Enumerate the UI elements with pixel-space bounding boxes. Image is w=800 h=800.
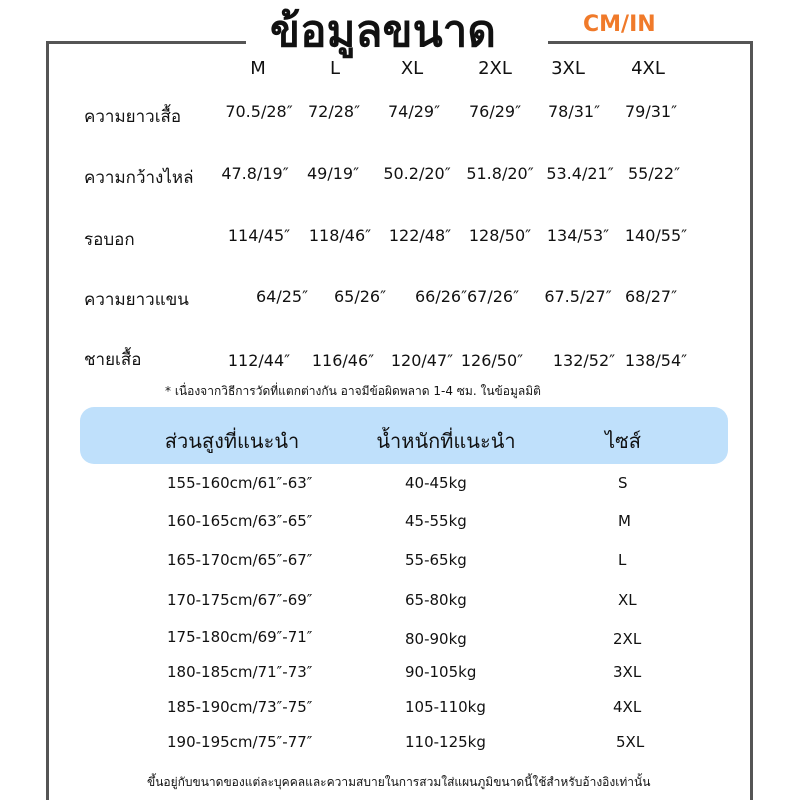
rec-weight: 45-55kg bbox=[405, 512, 467, 530]
cell: 67/26″ bbox=[466, 287, 520, 306]
rec-weight: 80-90kg bbox=[405, 630, 467, 648]
row-label-hem: ชายเสื้อ bbox=[84, 350, 142, 370]
rec-height: 185-190cm/73″-75″ bbox=[167, 698, 313, 716]
cell: 67.5/27″ bbox=[544, 287, 612, 306]
unit-label: CM/IN bbox=[583, 12, 656, 37]
size-header-m: M bbox=[250, 58, 266, 79]
cell: 126/50″ bbox=[460, 351, 524, 370]
rec-weight: 90-105kg bbox=[405, 663, 477, 681]
cell: 49/19″ bbox=[306, 164, 360, 183]
rec-height: 180-185cm/71″-73″ bbox=[167, 663, 313, 681]
cell: 78/31″ bbox=[547, 102, 601, 121]
rec-height: 175-180cm/69″-71″ bbox=[167, 628, 313, 646]
cell: 55/22″ bbox=[627, 164, 681, 183]
cell: 128/50″ bbox=[468, 226, 532, 245]
cell: 53.4/21″ bbox=[546, 164, 614, 183]
rec-height: 165-170cm/65″-67″ bbox=[167, 551, 313, 569]
cell: 79/31″ bbox=[624, 102, 678, 121]
rec-weight: 65-80kg bbox=[405, 591, 467, 609]
rec-weight: 40-45kg bbox=[405, 474, 467, 492]
rec-size: 5XL bbox=[616, 733, 645, 751]
rec-weight: 105-110kg bbox=[405, 698, 486, 716]
rec-height: 190-195cm/75″-77″ bbox=[167, 733, 313, 751]
cell: 51.8/20″ bbox=[466, 164, 534, 183]
cell: 116/46″ bbox=[311, 351, 375, 370]
cell: 70.5/28″ bbox=[225, 102, 293, 121]
size-header-2xl: 2XL bbox=[478, 58, 512, 79]
rec-size: 2XL bbox=[613, 630, 642, 648]
cell: 65/26″ bbox=[333, 287, 387, 306]
header-weight: น้ำหนักที่แนะนำ bbox=[376, 429, 516, 453]
cell: 134/53″ bbox=[546, 226, 610, 245]
cell: 76/29″ bbox=[468, 102, 522, 121]
size-header-3xl: 3XL bbox=[551, 58, 585, 79]
rec-weight: 55-65kg bbox=[405, 551, 467, 569]
rec-size: 4XL bbox=[613, 698, 642, 716]
rec-size: 3XL bbox=[613, 663, 642, 681]
measurement-note: * เนื่องจากวิธีการวัดที่แตกต่างกัน อาจมีข้อผิดพลาด 1-4 ซม. ในข้อมูลมิติ bbox=[165, 384, 541, 398]
rec-size: L bbox=[618, 551, 627, 569]
size-header-xl: XL bbox=[400, 58, 424, 79]
row-label-sleeve: ความยาวแขน bbox=[84, 290, 189, 310]
row-label-chest: รอบอก bbox=[84, 230, 135, 250]
rec-size: XL bbox=[618, 591, 637, 609]
frame-top-left bbox=[46, 41, 246, 44]
frame-top-right bbox=[548, 41, 753, 44]
rec-height: 155-160cm/61″-63″ bbox=[167, 474, 313, 492]
cell: 50.2/20″ bbox=[383, 164, 451, 183]
cell: 47.8/19″ bbox=[221, 164, 289, 183]
rec-weight: 110-125kg bbox=[405, 733, 486, 751]
rec-height: 170-175cm/67″-69″ bbox=[167, 591, 313, 609]
cell: 64/25″ bbox=[255, 287, 309, 306]
cell: 118/46″ bbox=[308, 226, 372, 245]
frame-left bbox=[46, 41, 49, 800]
rec-size: S bbox=[618, 474, 628, 492]
cell: 66/26″ bbox=[414, 287, 468, 306]
row-label-shoulder: ความกว้างไหล่ bbox=[84, 168, 194, 188]
cell: 120/47″ bbox=[390, 351, 454, 370]
cell: 138/54″ bbox=[624, 351, 688, 370]
cell: 72/28″ bbox=[307, 102, 361, 121]
cell: 132/52″ bbox=[552, 351, 616, 370]
rec-height: 160-165cm/63″-65″ bbox=[167, 512, 313, 530]
header-height: ส่วนสูงที่แนะนำ bbox=[164, 429, 300, 453]
size-header-l: L bbox=[329, 58, 341, 79]
size-header-4xl: 4XL bbox=[631, 58, 665, 79]
frame-right bbox=[750, 41, 753, 800]
cell: 122/48″ bbox=[388, 226, 452, 245]
cell: 74/29″ bbox=[387, 102, 441, 121]
cell: 140/55″ bbox=[624, 226, 688, 245]
header-size: ไซส์ bbox=[605, 429, 641, 453]
page-title: ข้อมูลขนาด bbox=[270, 6, 496, 57]
cell: 114/45″ bbox=[227, 226, 291, 245]
row-label-length: ความยาวเสื้อ bbox=[84, 107, 182, 127]
rec-size: M bbox=[618, 512, 631, 530]
cell: 112/44″ bbox=[227, 351, 291, 370]
cell: 68/27″ bbox=[624, 287, 678, 306]
footer-note: ขึ้นอยู่กับขนาดของแต่ละบุคคลและความสบายในการสวมใส่แผนภูมิขนาดนี้ใช้สำหรับอ้างอิงเท่านั้น bbox=[147, 775, 651, 789]
